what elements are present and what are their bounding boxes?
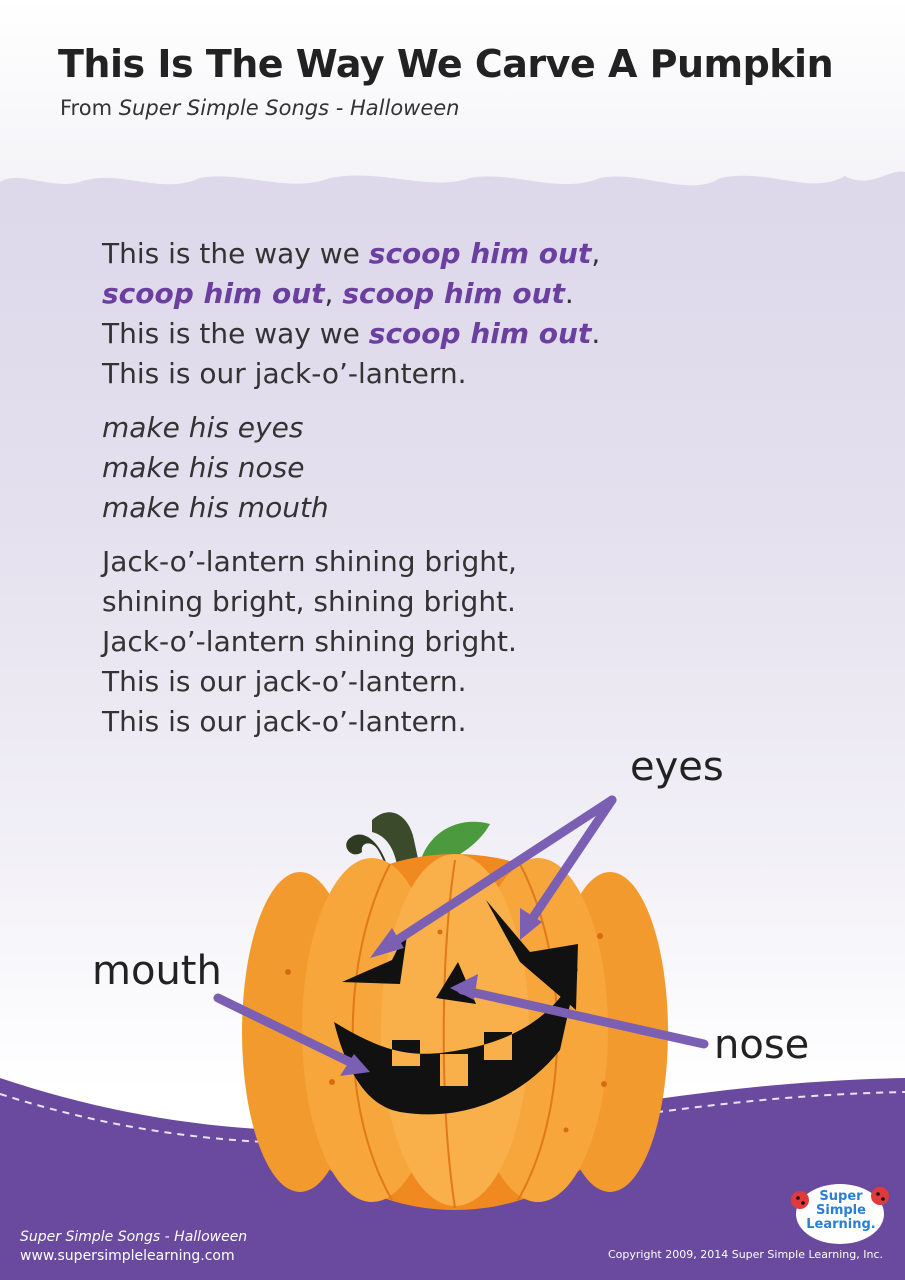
pumpkin-icon (242, 812, 668, 1210)
lyric-line: Jack-o’-lantern shining bright, (102, 545, 517, 578)
footer-left (20, 1228, 247, 1266)
logo-text (795, 1190, 887, 1232)
subtitle-prefix: From (60, 96, 119, 120)
lyric-punct: . (564, 277, 574, 310)
lyric-action: scoop him out (368, 317, 592, 350)
lyrics (102, 234, 742, 756)
lyric-line: Jack-o’-lantern shining bright. (102, 625, 517, 658)
subtitle-source: Super Simple Songs - Halloween (118, 96, 460, 120)
lyric-line: shining bright, shining bright. (102, 585, 516, 618)
lyric-line: make his eyes (102, 411, 304, 444)
footer-series: Super Simple Songs - Halloween (20, 1229, 248, 1245)
lyric-text: This is the way we (102, 237, 369, 270)
label-nose: nose (714, 1022, 810, 1068)
footer-url[interactable]: www.supersimplelearning.com (20, 1248, 235, 1264)
lyric-line (102, 234, 742, 274)
lyric-line: This is our jack-o’-lantern. (102, 665, 467, 698)
lyric-line: make his mouth (102, 491, 329, 524)
lyric-line: This is our jack-o’-lantern. (102, 357, 467, 390)
logo[interactable] (795, 1180, 887, 1244)
lyric-line: make his nose (102, 451, 305, 484)
copyright-text: Copyright 2009, 2014 Super Simple Learning, Inc. (607, 1248, 883, 1261)
logo-line: Learning. (806, 1217, 876, 1232)
stanza-3 (102, 542, 742, 742)
logo-line: Super (819, 1189, 863, 1204)
lyric-line (102, 274, 742, 314)
label-mouth: mouth (92, 948, 222, 994)
lyric-action: scoop him out (102, 277, 325, 310)
lyric-action: scoop him out (342, 277, 565, 310)
logo-line: Simple (816, 1203, 866, 1218)
stanza-1 (102, 234, 742, 394)
lyric-text: This is the way we (102, 317, 369, 350)
lyric-action: scoop him out (368, 237, 592, 270)
stanza-2 (102, 408, 742, 528)
page-title: This Is The Way We Carve A Pumpkin (58, 42, 834, 86)
label-eyes: eyes (630, 744, 724, 790)
lyric-punct: . (591, 317, 601, 350)
lyric-punct: , (591, 237, 601, 270)
lyric-punct: , (324, 277, 343, 310)
lyric-line (102, 314, 742, 354)
lyric-line: This is our jack-o’-lantern. (102, 705, 467, 738)
